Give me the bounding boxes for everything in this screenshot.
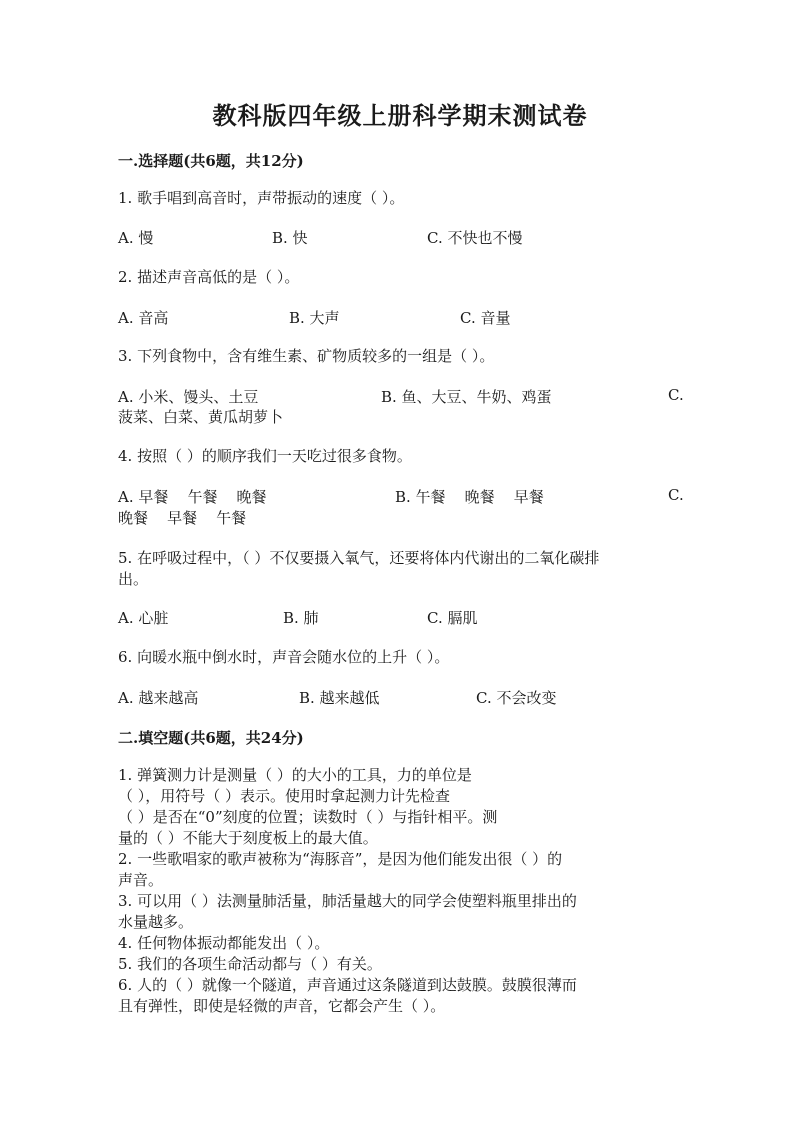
fill-line-8: 水量越多。 [118, 913, 194, 931]
question-2-option-a: A. 音高 [118, 309, 169, 327]
question-4-option-b: B. 午餐 晚餐 早餐 [395, 488, 544, 506]
question-3-option-b: B. 鱼、大豆、牛奶、鸡蛋 [381, 388, 552, 406]
question-5-option-b: B. 肺 [283, 609, 319, 627]
question-3-option-c: C. [668, 386, 684, 404]
fill-line-2: （ ），用符号（ ）表示。使用时拿起测力计先检查 [118, 787, 451, 805]
fill-line-6: 声音。 [118, 871, 164, 889]
question-6-option-b: B. 越来越低 [299, 689, 380, 707]
fill-line-12: 且有弹性，即使是轻微的声音，它都会产生（ ）。 [118, 997, 446, 1015]
question-6-option-c: C. 不会改变 [476, 689, 557, 707]
section-heading-choice: 一.选择题(共6题，共12分) [118, 152, 304, 170]
question-5-line-2: 出。 [118, 570, 149, 588]
question-3: 3. 下列食物中，含有维生素、矿物质较多的一组是（ ）。 [118, 347, 495, 365]
question-6: 6. 向暖水瓶中倒水时，声音会随水位的上升（ ）。 [118, 648, 450, 666]
page-title: 教科版四年级上册科学期末测试卷 [212, 101, 588, 130]
fill-line-5: 2. 一些歌唱家的歌声被称为“海豚音”，是因为他们能发出很（ ）的 [118, 850, 563, 868]
question-1-option-b: B. 快 [272, 229, 308, 247]
question-3-option-c-text: 菠菜、白菜、黄瓜胡萝卜 [118, 408, 284, 426]
question-3-option-a: A. 小米、馒头、土豆 [118, 388, 259, 406]
question-2-option-b: B. 大声 [289, 309, 340, 327]
section-heading-fill: 二.填空题(共6题，共24分) [118, 729, 304, 747]
question-1: 1. 歌手唱到高音时，声带振动的速度（ ）。 [118, 189, 405, 207]
fill-line-4: 量的（ ）不能大于刻度板上的最大值。 [118, 829, 378, 847]
question-2-option-c: C. 音量 [460, 309, 511, 327]
question-5-option-c: C. 膈肌 [427, 609, 478, 627]
question-5-line-1: 5. 在呼吸过程中，（ ）不仅要摄入氧气，还要将体内代谢出的二氧化碳排 [118, 549, 600, 567]
fill-line-3: （ ）是否在“0”刻度的位置；读数时（ ）与指针相平。测 [118, 808, 498, 826]
question-4-option-c: C. [668, 486, 684, 504]
fill-line-1: 1. 弹簧测力计是测量（ ）的大小的工具，力的单位是 [118, 766, 472, 784]
fill-line-11: 6. 人的（ ）就像一个隧道，声音通过这条隧道到达鼓膜。鼓膜很薄而 [118, 976, 577, 994]
question-6-option-a: A. 越来越高 [118, 689, 199, 707]
fill-line-10: 5. 我们的各项生命活动都与（ ）有关。 [118, 955, 382, 973]
fill-line-7: 3. 可以用（ ）法测量肺活量，肺活量越大的同学会使塑料瓶里排出的 [118, 892, 577, 910]
question-1-option-a: A. 慢 [118, 229, 154, 247]
question-1-option-c: C. 不快也不慢 [427, 229, 523, 247]
question-4-option-c-text: 晚餐 早餐 午餐 [118, 509, 247, 527]
question-2: 2. 描述声音高低的是（ ）。 [118, 268, 300, 286]
question-4: 4. 按照（ ）的顺序我们一天吃过很多食物。 [118, 447, 412, 465]
question-4-option-a: A. 早餐 午餐 晚餐 [118, 488, 267, 506]
fill-line-9: 4. 任何物体振动都能发出（ ）。 [118, 934, 330, 952]
question-5-option-a: A. 心脏 [118, 609, 169, 627]
